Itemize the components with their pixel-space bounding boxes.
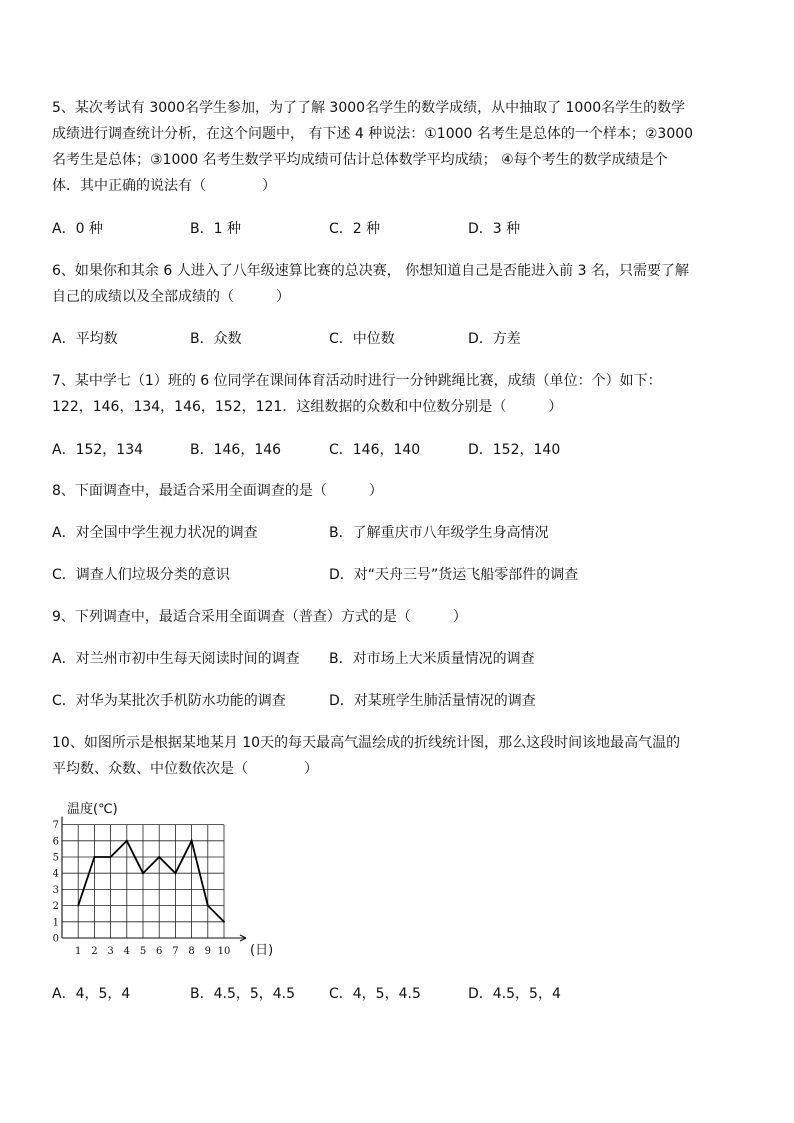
x-tick-label: 6 <box>156 946 163 957</box>
data-point <box>223 921 225 923</box>
q9-option-d: D．对某班学生肺活量情况的调查 <box>329 693 536 709</box>
q9-option-b: B．对市场上大米质量情况的调查 <box>329 651 535 667</box>
q6-option-d: D．方差 <box>468 331 521 347</box>
q6-option-c: C．中位数 <box>329 331 395 347</box>
x-tick-label: 4 <box>123 946 130 957</box>
y-tick-label: 7 <box>52 820 59 832</box>
temperature-series-line <box>78 841 224 922</box>
q5-line-2: 成绩进行调查统计分析，在这个问题中， 有下述 4 种说法：①1000 名考生是总体的一个样本；②3000 <box>52 126 694 142</box>
q9-line-1: 9、下列调查中，最适合采用全面调查（普查）方式的是（ ） <box>52 609 467 625</box>
x-tick-label: 2 <box>91 946 98 957</box>
q5-line-3: 名考生是总体；③1000 名考生数学平均成绩可估计总体数学平均成绩； ④每个考生的数学成绩是个 <box>52 152 668 168</box>
x-tick-label: 10 <box>217 946 231 957</box>
q6-line-2: 自己的成绩以及全部成绩的（ ） <box>52 289 290 305</box>
q5-line-1: 5、某次考试有 3000名学生参加，为了了解 3000名学生的数学成绩，从中抽取了 1000名学生的数学 <box>52 100 686 116</box>
q10-option-a: A．4，5，4 <box>52 986 131 1002</box>
x-tick-label: 8 <box>188 946 195 957</box>
q8-option-a: A．对全国中学生视力状况的调查 <box>52 525 258 541</box>
data-point <box>126 840 128 842</box>
q8-option-c: C．调查人们垃圾分类的意识 <box>52 567 230 583</box>
y-tick-label: 6 <box>52 836 59 848</box>
q6-option-b: B．众数 <box>190 331 242 347</box>
q7-option-a: A．152，134 <box>52 442 144 458</box>
y-tick-label: 2 <box>52 901 59 913</box>
x-axis-label: (日) <box>250 943 274 958</box>
q7-option-c: C．146，140 <box>329 442 421 458</box>
y-tick-label: 1 <box>52 917 59 929</box>
q7-option-b: B．146，146 <box>190 442 282 458</box>
y-axis-label: 温度(℃) <box>67 802 118 817</box>
q10-option-d: D．4.5，5，4 <box>468 986 561 1002</box>
q5-option-a: A．0 种 <box>52 221 103 237</box>
data-point <box>94 856 96 858</box>
x-tick-label: 5 <box>139 946 147 957</box>
x-tick-label: 9 <box>204 946 211 957</box>
y-tick-label: 0 <box>52 933 59 945</box>
chart-canvas <box>52 798 292 968</box>
temperature-line-chart <box>52 798 292 968</box>
q10-line-1: 10、如图所示是根据某地某月 10天的每天最高气温绘成的折线统计图，那么这段时间该地最高气温的 <box>52 735 681 751</box>
q6-line-1: 6、如果你和其余 6 人进入了八年级速算比赛的总决赛， 你想知道自己是否能进入前 3 名，只需要了解 <box>52 263 689 279</box>
q5-option-c: C．2 种 <box>329 221 381 237</box>
x-tick-label: 3 <box>107 946 114 957</box>
q9-option-c: C．对华为某批次手机防水功能的调查 <box>52 693 286 709</box>
q7-line-1: 7、某中学七（1）班的 6 位同学在课间体育活动时进行一分钟跳绳比赛，成绩（单位：个）如下： <box>52 373 662 389</box>
y-tick-label: 4 <box>52 868 59 880</box>
q5-option-d: D．3 种 <box>468 221 521 237</box>
data-point <box>175 872 177 874</box>
q5-option-b: B．1 种 <box>190 221 241 237</box>
data-point <box>110 856 112 858</box>
y-tick-label: 5 <box>52 852 59 864</box>
data-point <box>207 905 209 907</box>
data-point <box>77 905 79 907</box>
q8-option-b: B．了解重庆市八年级学生身高情况 <box>329 525 549 541</box>
q10-line-2: 平均数、众数、中位数依次是（ ） <box>52 761 318 777</box>
q5-line-4: 体．其中正确的说法有（ ） <box>52 178 276 194</box>
x-tick-label: 1 <box>75 946 82 957</box>
data-point <box>142 872 144 874</box>
y-tick-label: 3 <box>52 884 59 896</box>
q8-option-d: D．对“天舟三号”货运飞船零部件的调查 <box>329 567 579 583</box>
q7-line-2: 122，146，134，146，152，121．这组数据的众数和中位数分别是（ ） <box>52 399 563 415</box>
x-tick-label: 7 <box>172 946 179 957</box>
q9-option-a: A．对兰州市初中生每天阅读时间的调查 <box>52 651 300 667</box>
data-point <box>158 856 160 858</box>
q6-option-a: A．平均数 <box>52 331 118 347</box>
q10-option-b: B．4.5，5，4.5 <box>190 986 296 1002</box>
q8-line-1: 8、下面调查中，最适合采用全面调查的是（ ） <box>52 483 383 499</box>
q7-option-d: D．152，140 <box>468 442 561 458</box>
q10-option-c: C．4，5，4.5 <box>329 986 421 1002</box>
data-point <box>191 840 193 842</box>
